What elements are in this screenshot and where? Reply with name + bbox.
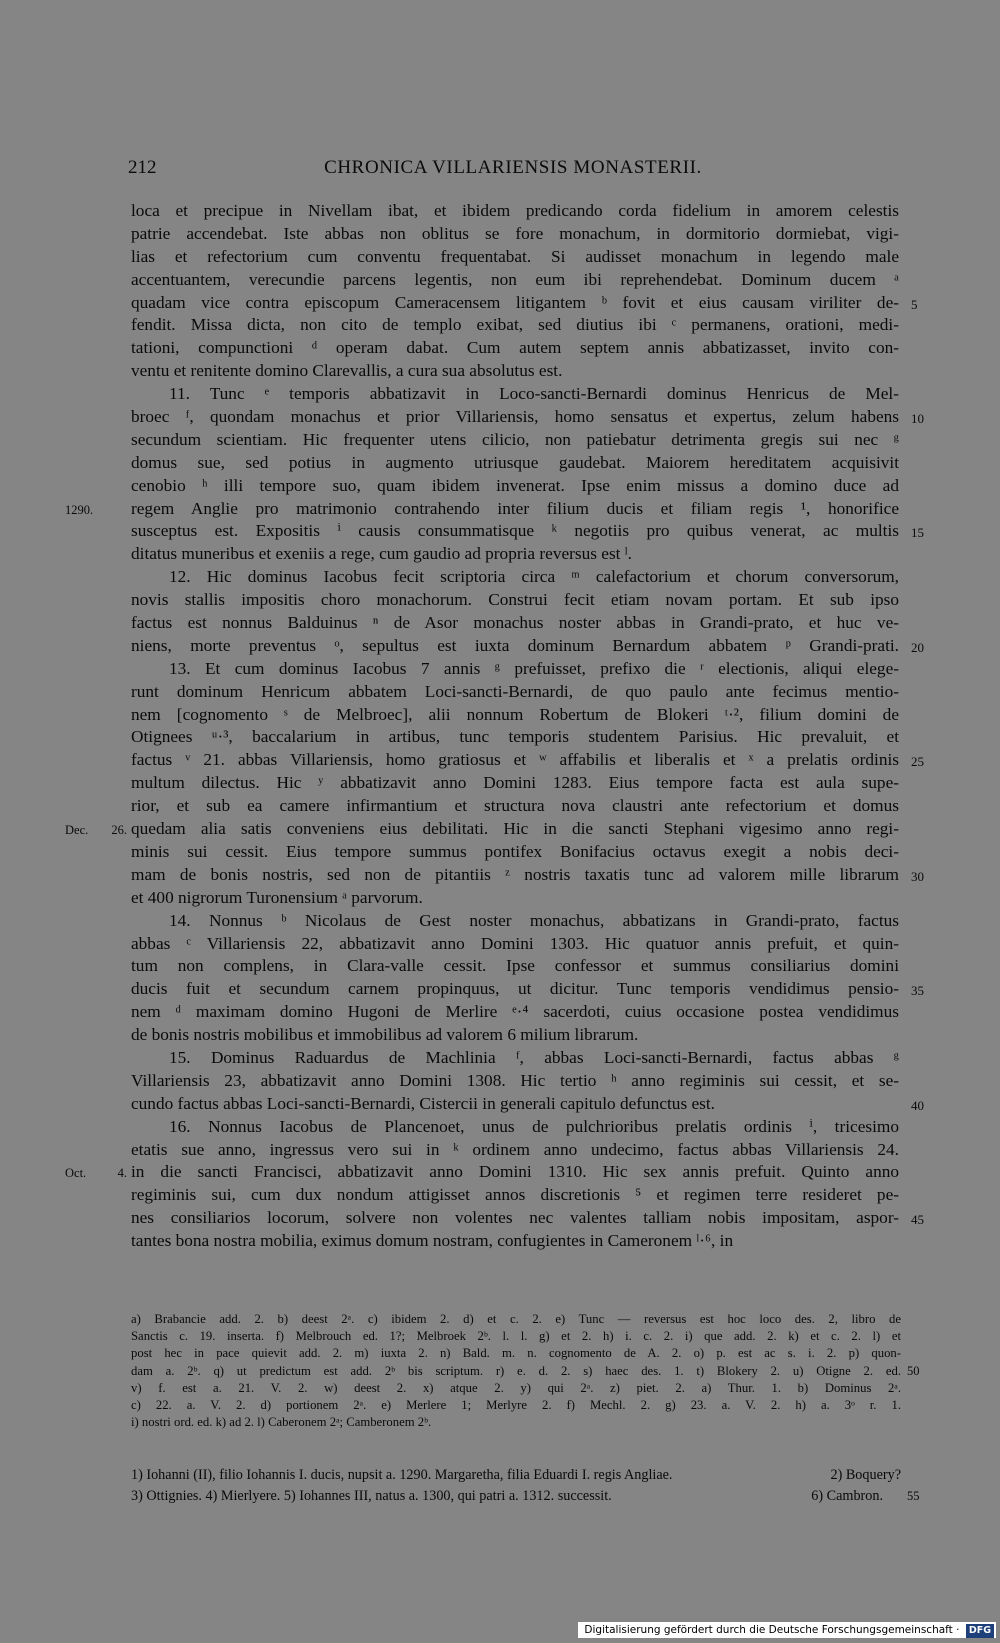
text-line [131, 704, 899, 727]
variant-note-line [131, 1328, 901, 1345]
footnote-line [131, 1486, 920, 1507]
text-line [131, 612, 899, 635]
text-line [131, 360, 899, 383]
line-number: 35 [911, 983, 924, 999]
line-text: abbas ᶜ Villariensis 22, abbatizavit anno Domini 1303. Hic quatuor annis prefuit, et quin- [131, 933, 899, 953]
text-line [131, 864, 924, 887]
footnote-text: 3) Ottignies. 4) Mierlyere. 5) Iohannes III, natus a. 1300, qui patri a. 1312. successit. [131, 1488, 612, 1504]
footnote-text: 1) Iohanni (II), filio Iohannis I. ducis, nupsit a. 1290. Margaretha, filia Eduardi I. regis Angliae. [131, 1467, 673, 1483]
line-text: regiminis sui, cum dux nondum attigisset annos discretionis ⁵ et regimen terre resideret pe- [131, 1185, 899, 1205]
text-line [131, 1093, 924, 1116]
text-line [131, 246, 899, 269]
line-text: cenobio ʰ illi tempore suo, quam ibidem invenerat. Ipse enim missus a domino duce ad [131, 475, 899, 495]
line-text: multum dilectus. Hic ʸ abbatizavit anno Domini 1283. Eius tempore facta est aula supe- [131, 773, 899, 793]
line-text: ducis fuit et secundum carnem propinquus, ut dicitur. Tunc temporis vendidimus pensio- [131, 979, 899, 999]
line-text: secundum scientiam. Hic frequenter utens cilicio, non patiebatur detrimenta gregis sui nec ᵍ [131, 429, 899, 449]
line-number: 5 [911, 296, 918, 312]
text-line [131, 1070, 899, 1093]
line-text: nes consiliarios locorum, solvere non volentes nec valentes talliam nobis impositam, aspor- [131, 1208, 899, 1228]
line-number: 55 [907, 1489, 920, 1503]
line-text: etatis sue anno, ingressus vero sui in ᵏ ordinem anno undecimo, factus abbas Villariensis 24. [131, 1139, 899, 1159]
line-text: susceptus est. Expositis ⁱ causis consummatisque ᵏ negotiis pro quibus venerat, ac multis [131, 521, 899, 541]
digitization-credit [578, 1622, 996, 1638]
line-text: novis stallis impositis choro monachorum. Construi fecit etiam novam portam. Et sub ipso [131, 590, 899, 610]
line-text: Otignees ᵘ·³, baccalarium in artibus, tunc temporis studentem Parisius. Hic prevaluit, et [131, 727, 899, 747]
line-text: cundo factus abbas Loci-sancti-Bernardi, Cistercii in generali capitulo defunctus est. [131, 1093, 716, 1113]
note-text: post hec in pace quievit add. 2. m) iuxta 2. n) Bald. m. n. cognomento de A. 2. o) p. est ac s. i. 2. p) quon- [131, 1346, 901, 1361]
line-text: nem [cognomento ˢ de Melbroec], alii nonnum Robertum de Blokeri ᵗ·², filium domini de [131, 704, 899, 724]
variant-notes [131, 1311, 920, 1431]
text-line [131, 955, 899, 978]
text-line [131, 635, 924, 658]
note-text: v) f. est a. 21. V. 2. w) deest 2. x) atque 2. y) qui 2ᵃ. z) piet. 2. a) Thur. 1. b) Dominus 2ᵃ. [131, 1380, 901, 1395]
text-line [131, 1047, 899, 1070]
line-number: 30 [911, 868, 924, 884]
line-text: 13. Et cum dominus Iacobus 7 annis ᵍ prefuisset, prefixo die ʳ electionis, aliqui elege- [169, 658, 899, 678]
text-line [131, 337, 899, 360]
line-number: 10 [911, 411, 924, 427]
text-line [131, 841, 899, 864]
line-text: factus ᵛ 21. abbas Villariensis, homo gratiosus et ʷ affabilis et liberalis et ˣ a prelatis ordinis [131, 750, 899, 770]
chronicle-text [65, 200, 924, 1253]
line-text: runt dominum Henricum abbatem Loci-sancti-Bernardi, de quo paulo ante fecimus mentio- [131, 681, 899, 701]
text-line [131, 795, 899, 818]
line-number: 50 [907, 1363, 920, 1378]
note-text: a) Brabancie add. 2. b) deest 2ᵃ. c) ibidem 2. d) et c. 2. e) Tunc — reversus est hoc loco des. 2, libro de [131, 1312, 901, 1326]
text-line [131, 772, 899, 795]
line-text: patrie accendebat. Iste abbas non oblitus se fore monachum, in dormitorio dormiebat, vigi- [131, 223, 899, 243]
text-line [131, 681, 899, 704]
line-text: ventu et renitente domino Clarevallis, a cura sua absolutus est. [131, 361, 563, 381]
text-line [131, 589, 899, 612]
text-line [131, 726, 899, 749]
credit-text: Digitalisierung gefördert durch die Deutsche Forschungsgemeinschaft · [584, 1624, 960, 1636]
text-line [131, 543, 899, 566]
margin-date-note: Dec. 26. [65, 823, 127, 838]
text-line [131, 1230, 899, 1253]
text-line [131, 1139, 899, 1162]
line-text: Villariensis 23, abbatizavit anno Domini 1308. Hic tertio ʰ anno regiminis sui cessit, et se- [131, 1070, 899, 1090]
text-line [131, 292, 918, 315]
line-text: 11. Tunc ᵉ temporis abbatizavit in Loco-sancti-Bernardi dominus Henricus de Mel- [169, 384, 899, 404]
text-line [131, 658, 899, 681]
text-line [131, 749, 924, 772]
text-line [131, 1024, 899, 1047]
text-line [131, 200, 899, 223]
text-line [65, 1161, 899, 1184]
line-number: 40 [911, 1097, 924, 1113]
text-line [131, 429, 899, 452]
text-line [65, 818, 899, 841]
line-text: factus est nonnus Balduinus ⁿ de Asor monachus noster abbas in Grandi-prato, et huc ve- [131, 613, 899, 633]
line-text: fendit. Missa dicta, non cito de templo exibat, sed diutius ibi ᶜ permanens, orationi, medi- [131, 315, 899, 335]
variant-note-line [131, 1414, 901, 1431]
line-number: 15 [911, 525, 924, 541]
footnote-right: 2) Boquery? [830, 1467, 901, 1483]
margin-date-note: 1290. [65, 502, 94, 517]
footnote-line [131, 1465, 901, 1486]
margin-date-note: Oct. 4. [65, 1166, 127, 1181]
line-text: accentuantem, verecundie parcens legentis, non eum ibi reprehendebat. Dominum ducem ᵃ [131, 269, 899, 289]
line-text: tantes bona nostra mobilia, eximus domum nostram, confugientes in Cameronem ˡ·⁶, in [131, 1231, 734, 1251]
text-line [131, 887, 899, 910]
line-text: in die sancti Francisci, abbatizavit anno Domini 1310. Hic sex annis prefuit. Quinto anno [131, 1162, 899, 1182]
note-text: c) 22. a. V. 2. d) portionem 2ᵃ. e) Merlere 1; Merlyre 2. f) Mechl. 2. g) 23. a. V. 2. h) a. 3ᵒ r. 1. [131, 1397, 901, 1412]
running-head [128, 157, 898, 183]
dfg-logo: DFG [966, 1624, 994, 1638]
text-line [131, 1184, 899, 1207]
line-text: 12. Hic dominus Iacobus fecit scriptoria circa ᵐ calefactorium et chorum conversorum, [169, 567, 899, 587]
text-line [131, 406, 924, 429]
line-text: quadam vice contra episcopum Cameracensem litigantem ᵇ fovit et eius causam viriliter de- [131, 292, 899, 312]
text-line [131, 1116, 899, 1139]
text-line [131, 452, 899, 475]
line-text: ditatus muneribus et exeniis a rege, cum gaudio ad propria reversus est ˡ. [131, 544, 632, 564]
historical-footnotes [131, 1465, 920, 1507]
line-text: niens, morte preventus ᵒ, sepultus est iuxta dominum Bernardum abbatem ᵖ Grandi-prati. [131, 635, 899, 655]
line-text: mam de bonis nostris, sed non de pitantiis ᶻ nostris taxatis tunc ad valorem mille librarum [131, 864, 899, 884]
text-line [131, 1001, 899, 1024]
text-line [131, 978, 924, 1001]
line-text: et 400 nigrorum Turonensium ᵃ parvorum. [131, 887, 423, 907]
text-line [131, 223, 899, 246]
variant-note-line [131, 1345, 901, 1362]
line-number: 45 [911, 1212, 924, 1228]
line-number: 25 [911, 754, 924, 770]
line-text: loca et precipue in Nivellam ibat, et ibidem predicando corda fidelium in amorem celestis [131, 201, 899, 220]
line-text: lias et refectorium cum conventu frequentabat. Si audisset monachum in legendo male [131, 246, 899, 266]
variant-note-line [131, 1311, 901, 1328]
line-text: quedam alia satis conveniens eius debilitati. Hic in die sancti Stephani vigesimo anno regi- [131, 819, 899, 839]
variant-note-line [131, 1363, 920, 1380]
note-text: i) nostri ord. ed. k) ad 2. l) Caberonem 2ᵃ; Camberonem 2ᵇ. [131, 1415, 432, 1430]
line-text: 14. Nonnus ᵇ Nicolaus de Gest noster monachus, abbatizans in Grandi-prato, factus [169, 910, 899, 930]
running-title: CHRONICA VILLARIENSIS MONASTERII. [324, 157, 702, 178]
line-text: 16. Nonnus Iacobus de Plancenoet, unus de pulchrioribus prelatis ordinis ⁱ, tricesimo [169, 1116, 899, 1136]
text-line [131, 269, 899, 292]
text-line [131, 910, 899, 933]
variant-note-line [131, 1380, 901, 1397]
line-text: tum non complens, in Clara-valle cessit. Ipse confessor et summus consiliarius domini [131, 956, 899, 976]
line-text: tationi, compunctioni ᵈ operam dabat. Cum autem septem annis abbatizasset, invito con- [131, 338, 899, 358]
text-line [131, 566, 899, 589]
line-text: domus sue, sed potius in augmento utriusque gaudebat. Maiorem hereditatem acquisivit [131, 452, 899, 472]
text-line [131, 520, 924, 543]
text-line [65, 498, 899, 521]
line-text: nem ᵈ maximam domino Hugoni de Merlire ᵉ·⁴ sacerdoti, cuius occasione postea vendidimus [131, 1002, 899, 1022]
variant-note-line [131, 1397, 901, 1414]
text-line [131, 933, 899, 956]
note-text: Sanctis c. 19. inserta. f) Melbrouch ed. 1?; Melbroek 2ᵇ. l. l. g) et 2. h) i. c. 2. i) que add. 2. k) et c. 2. l) et [131, 1329, 901, 1344]
text-line [131, 1207, 924, 1230]
line-text: 15. Dominus Raduardus de Machlinia ᶠ, abbas Loci-sancti-Bernardi, factus abbas ᵍ [169, 1047, 899, 1067]
text-line [131, 314, 899, 337]
line-text: de bonis nostris mobilibus et immobilibus ad valorem 6 milium librarum. [131, 1025, 639, 1045]
line-text: broec ᶠ, quondam monachus et prior Villariensis, homo sensatus et expertus, zelum habens [131, 407, 899, 427]
text-line [131, 383, 899, 406]
line-number: 20 [911, 639, 924, 655]
line-text: rior, et sub ea camere infirmantium et structura nova claustri ante refectorium et domus [131, 796, 899, 816]
text-line [131, 475, 899, 498]
page-number: 212 [128, 157, 157, 178]
line-text: minis sui cessit. Eius tempore summus pontifex Bonifacius octavus exegit a nobis deci- [131, 841, 899, 861]
note-text: dam a. 2ᵇ. q) ut predictum est add. 2ᵇ bis scriptum. r) e. d. 2. s) haec des. 1. t) Blokery 2. u) Otigne 2. ed. [131, 1363, 901, 1378]
footnote-right: 6) Cambron. [811, 1488, 883, 1504]
line-text: regem Anglie pro matrimonio contrahendo inter filium ducis et filiam regis ¹, honorifice [131, 498, 899, 518]
